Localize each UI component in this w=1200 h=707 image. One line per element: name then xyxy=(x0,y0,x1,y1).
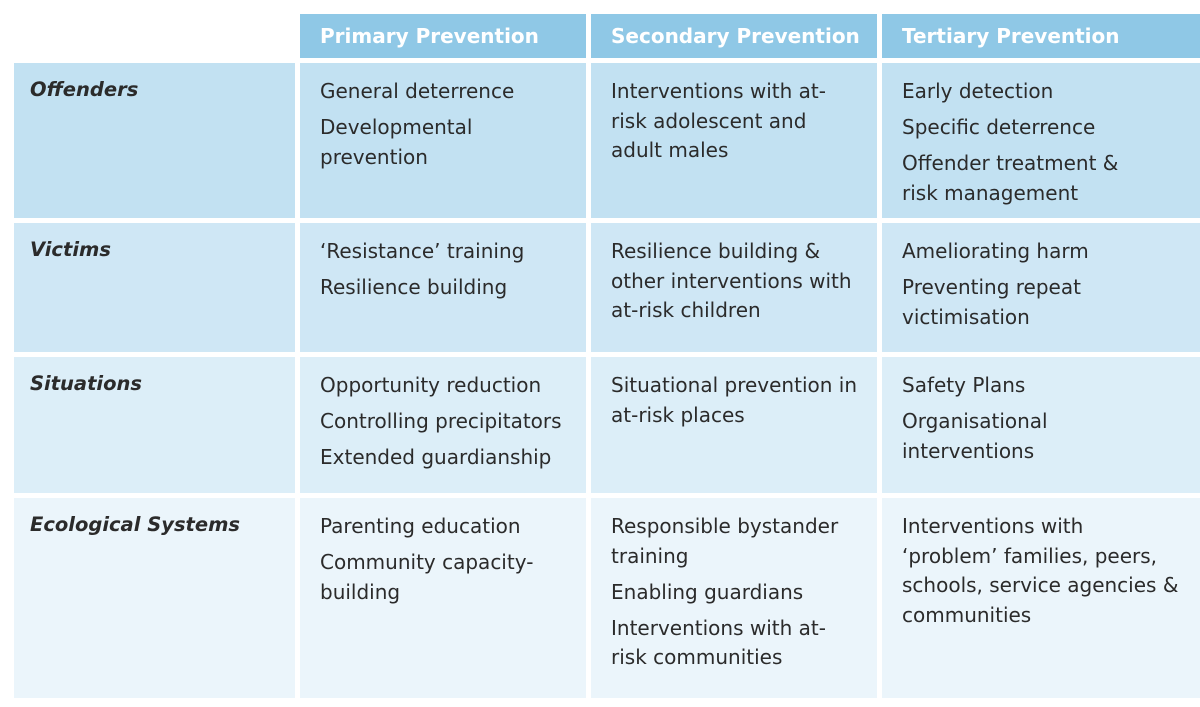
list-item: Early detection xyxy=(902,79,1054,103)
list-item: Situational prevention in at-risk places xyxy=(611,373,858,427)
header-primary-prevention: Primary Prevention xyxy=(300,14,586,58)
list-item: Interventions with at-risk adolescent and adult males xyxy=(611,79,826,162)
list-item: Controlling precipitators xyxy=(320,409,562,433)
list-item: Specific deterrence xyxy=(902,115,1096,139)
list-item: Developmental prevention xyxy=(320,115,473,169)
cell-victims-secondary xyxy=(591,223,877,352)
header-corner-cell xyxy=(14,14,295,58)
cell-situations-secondary xyxy=(591,357,877,493)
list-item: Enabling guardians xyxy=(611,579,804,604)
cell-victims-tertiary xyxy=(882,223,1200,352)
cell-offenders-primary xyxy=(300,63,586,218)
list-item: Resilience building & other interventions with at-risk children xyxy=(611,239,852,322)
row-label-offenders: Offenders xyxy=(14,63,295,218)
header-tertiary-prevention: Tertiary Prevention xyxy=(882,14,1200,58)
list-item: Ameliorating harm xyxy=(902,239,1089,263)
list-item: Responsible bystander training xyxy=(611,514,839,568)
cell-victims-primary xyxy=(300,223,586,352)
cell-situations-primary xyxy=(300,357,586,493)
cell-offenders-tertiary xyxy=(882,63,1200,218)
list-item: Offender treatment & risk management xyxy=(902,151,1119,205)
list-item: Organisational interventions xyxy=(902,409,1048,463)
header-secondary-prevention: Secondary Prevention xyxy=(591,14,877,58)
list-item: Parenting education xyxy=(320,514,521,538)
cell-offenders-secondary xyxy=(591,63,877,218)
list-item: Safety Plans xyxy=(902,373,1026,397)
list-item: Opportunity reduction xyxy=(320,373,542,397)
list-item: Interventions with ‘problem’ families, peers, schools, service agencies & communities xyxy=(902,514,1179,627)
prevention-matrix-table xyxy=(14,14,1200,698)
list-item: ‘Resistance’ training xyxy=(320,239,525,263)
list-item: Community capacity-building xyxy=(320,550,534,604)
cell-situations-tertiary xyxy=(882,357,1200,493)
cell-ecological-tertiary xyxy=(882,498,1200,698)
row-label-ecological-systems: Ecological Systems xyxy=(14,498,295,698)
row-label-victims: Victims xyxy=(14,223,295,352)
list-item: Extended guardianship xyxy=(320,445,552,469)
list-item: Preventing repeat victimisation xyxy=(902,275,1081,329)
list-item: Resilience building xyxy=(320,275,508,299)
list-item: Interventions with at-risk communities xyxy=(611,615,826,669)
list-item: General deterrence xyxy=(320,79,515,103)
cell-ecological-primary xyxy=(300,498,586,698)
row-label-situations: Situations xyxy=(14,357,295,493)
cell-ecological-secondary xyxy=(591,498,877,698)
